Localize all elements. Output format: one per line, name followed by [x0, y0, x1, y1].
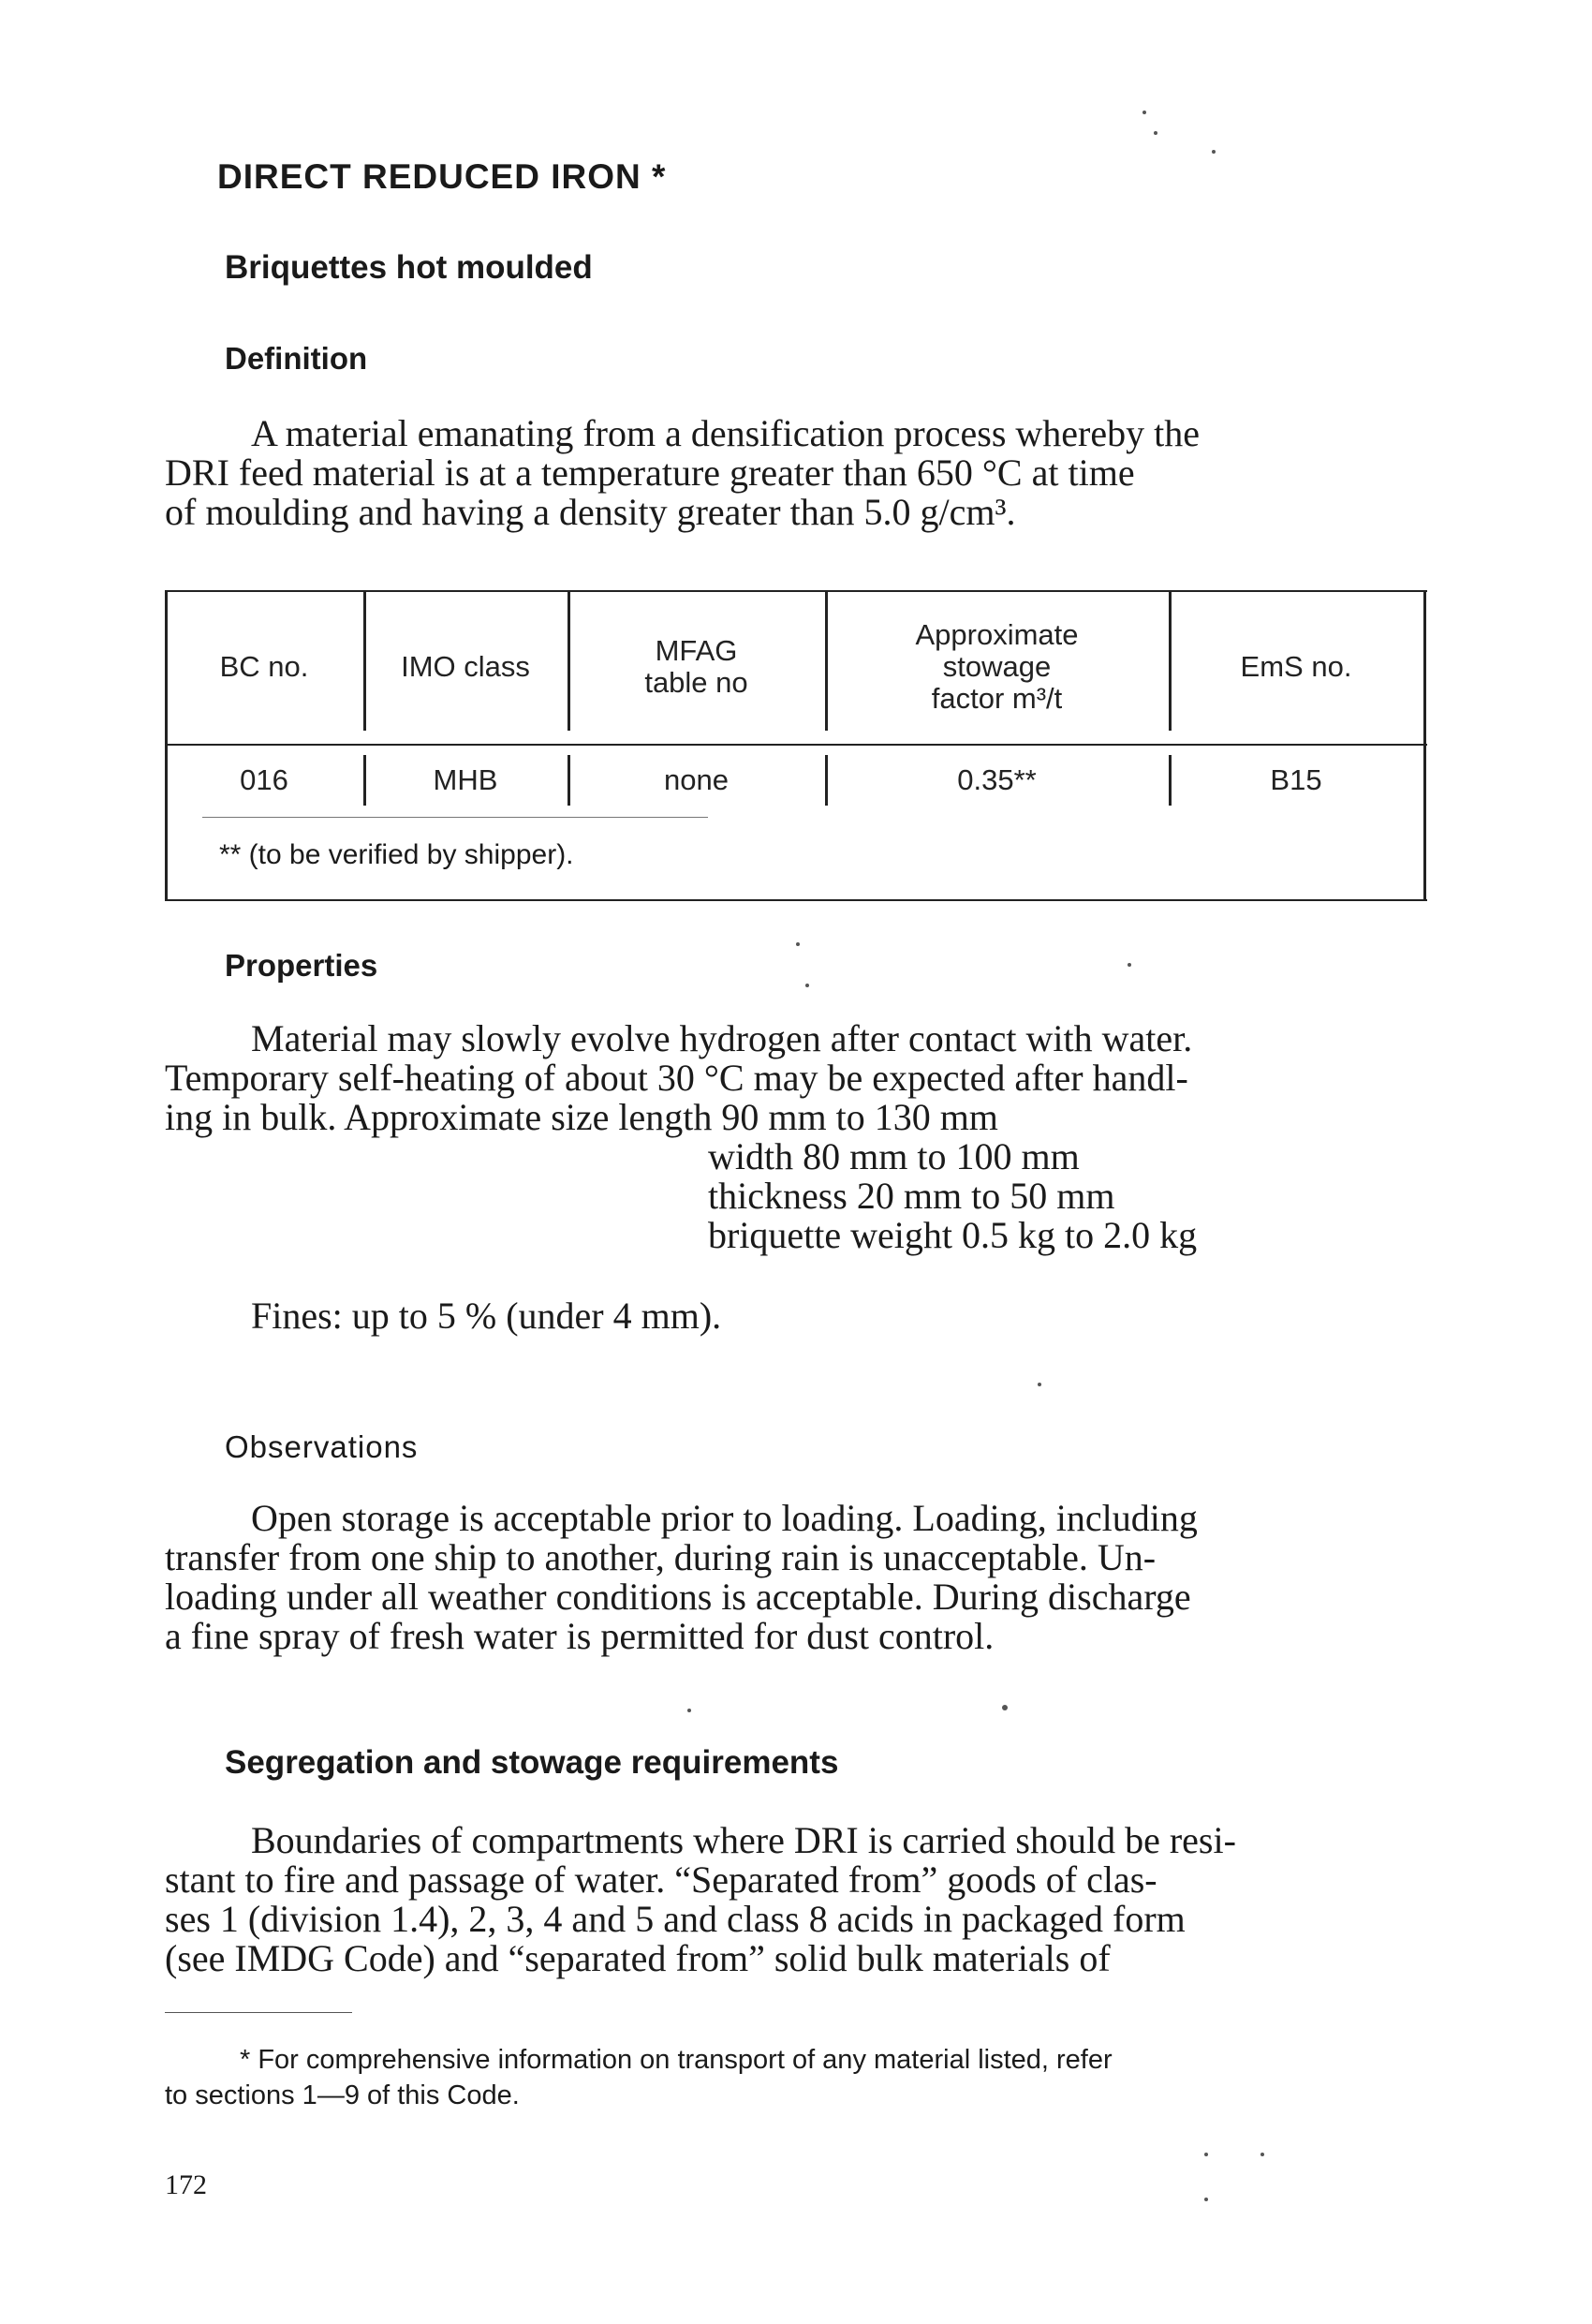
header-mfag-line: table no [644, 666, 748, 699]
cell-bc-no: 016 [240, 763, 288, 796]
header-ems-no: EmS no. [1240, 650, 1352, 683]
scan-speck [1128, 963, 1131, 967]
header-mfag-line: MFAG [655, 634, 738, 667]
observations-line: transfer from one ship to another, during rain is unacceptable. Un- [165, 1536, 1157, 1578]
scan-speck [1142, 111, 1146, 114]
cell-ems-no: B15 [1270, 763, 1322, 796]
header-stowage-line: Approximate [915, 618, 1079, 651]
size-line: briquette weight 0.5 kg to 2.0 kg [708, 1214, 1198, 1256]
page-subtitle: Briquettes hot moulded [225, 249, 593, 286]
header-stowage-line: stowage [942, 650, 1052, 683]
footnote-rule [165, 2012, 352, 2013]
definition-line: A material emanating from a densification process whereby the [251, 412, 1200, 454]
scan-speck [1038, 1383, 1041, 1386]
page-number: 172 [165, 2169, 207, 2200]
definition-text [165, 414, 1427, 532]
observations-line: loading under all weather conditions is acceptable. During discharge [165, 1576, 1191, 1618]
page-title: DIRECT REDUCED IRON * [217, 157, 667, 196]
header-stowage-line: factor m³/t [931, 682, 1063, 715]
observations-text [165, 1499, 1427, 1656]
segregation-line: (see IMDG Code) and “separated from” solid bulk materials of [165, 1937, 1111, 1979]
cargo-data-table [165, 590, 1427, 899]
footnote-line: to sections 1—9 of this Code. [165, 2080, 520, 2110]
definition-line: DRI feed material is at a temperature greater than 650 °C at time [165, 451, 1135, 494]
table-note-rule [202, 817, 708, 818]
footnote-line: * For comprehensive information on transport of any material listed, refer [240, 2045, 1113, 2075]
segregation-line: Boundaries of compartments where DRI is carried should be resi- [251, 1819, 1236, 1861]
scan-speck [805, 984, 809, 987]
cell-imo-class: MHB [433, 763, 498, 796]
segregation-text [165, 1821, 1427, 1978]
properties-line: Material may slowly evolve hydrogen after contact with water. [251, 1017, 1193, 1059]
properties-heading: Properties [225, 948, 378, 983]
header-bc-no: BC no. [219, 650, 309, 683]
scan-speck [1212, 150, 1216, 154]
scan-speck [687, 1709, 691, 1712]
cell-mfag: none [664, 763, 729, 796]
definition-line: of moulding and having a density greater than 5.0 g/cm³. [165, 491, 1016, 533]
properties-fines: Fines: up to 5 % (under 4 mm). [251, 1295, 722, 1337]
properties-line: ing in bulk. Approximate size length 90 mm to 130 mm [165, 1096, 998, 1138]
properties-size-list [708, 1137, 1420, 1255]
size-line: thickness 20 mm to 50 mm [708, 1175, 1115, 1217]
properties-line: Temporary self-heating of about 30 °C may be expected after handl- [165, 1057, 1188, 1099]
properties-text [165, 1019, 1427, 1137]
scan-speck [1260, 2153, 1264, 2156]
table-bottom-rule [165, 899, 1427, 901]
definition-heading: Definition [225, 341, 368, 376]
header-mfag [568, 590, 825, 744]
segregation-line: stant to fire and passage of water. “Separated from” goods of clas- [165, 1858, 1157, 1901]
scan-speck [796, 942, 800, 946]
segregation-heading: Segregation and stowage requirements [225, 1744, 839, 1781]
size-line: width 80 mm to 100 mm [708, 1135, 1080, 1177]
table-right-border [1423, 590, 1426, 899]
observations-heading: Observations [225, 1429, 419, 1464]
scan-speck [1154, 131, 1157, 135]
footnote [165, 2042, 1427, 2113]
cell-stowage-factor: 0.35** [957, 763, 1037, 796]
header-stowage-factor [825, 590, 1169, 744]
observations-line: a fine spray of fresh water is permitted for dust control. [165, 1615, 995, 1657]
observations-line: Open storage is acceptable prior to loading. Loading, including [251, 1497, 1198, 1539]
scan-speck [1204, 2198, 1208, 2201]
header-imo-class: IMO class [401, 650, 530, 683]
table-footnote: ** (to be verified by shipper). [219, 839, 574, 870]
scan-speck [1204, 2153, 1208, 2156]
segregation-line: ses 1 (division 1.4), 2, 3, 4 and 5 and class 8 acids in packaged form [165, 1898, 1186, 1940]
scan-speck [1002, 1705, 1008, 1710]
